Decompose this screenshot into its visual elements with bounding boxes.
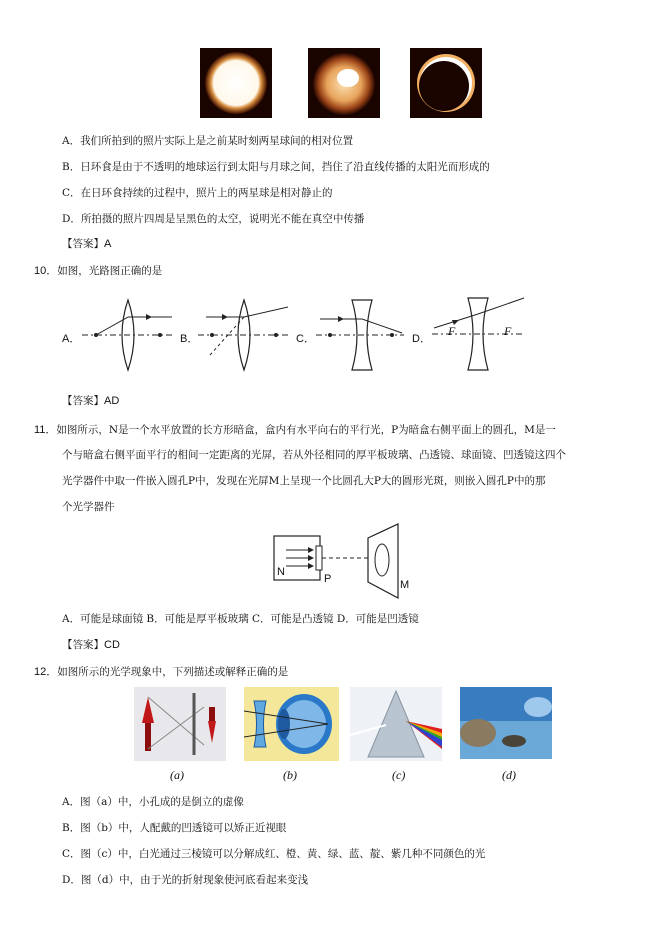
q10-fig-label-a: A． (62, 333, 81, 345)
q12-option-b: B．图（b）中，人配戴的凹透镜可以矫正近视眼 (62, 822, 287, 834)
q12-caption-d: (d) (502, 768, 516, 782)
q12-option-a: A．图（a）中，小孔成的是倒立的虚像 (62, 796, 244, 808)
q12-stem (34, 663, 288, 679)
q9-option-b: B．日环食是由于不透明的地球运行到太阳与月球之间，挡住了沿直线传播的太阳光而形成的 (62, 161, 490, 173)
question-number: 12． (34, 666, 58, 678)
q11-line-4: 个光学器件 (62, 501, 115, 513)
q10-figure-b-convex-lens (198, 295, 290, 380)
question-number: 11． (34, 424, 57, 436)
q9-option-d: D．所拍摄的照片四周是呈黑色的太空，说明光不能在真空中传播 (62, 213, 365, 225)
q12-caption-b: (b) (283, 768, 297, 782)
q12-option-c: C．图（c）中，白光通过三棱镜可以分解成红、橙、黄、绿、蓝、靛、紫几种不同颜色的光 (62, 848, 486, 860)
q10-answer (62, 393, 119, 408)
answer-value: A (104, 238, 112, 250)
q10-figure-a-convex-lens (82, 295, 174, 380)
question-text: 如图所示，N是一个水平放置的长方形暗盒，盒内有水平向右的平行光，P为暗盒右侧平面上的圆孔，M是一 (56, 424, 556, 436)
answer-value: AD (104, 395, 120, 407)
q9-option-c: C．在日环食持续的过程中，照片上的两星球是相对静止的 (62, 187, 333, 199)
eclipse-photo-2 (308, 48, 380, 118)
q12-caption-c: (c) (392, 768, 406, 782)
q12-image-c-prism (350, 687, 442, 761)
answer-label: 【答案】 (62, 238, 104, 250)
q11-line-2: 个与暗盒右侧平面平行的相间一定距离的光屏，若从外径相同的厚平板玻璃、凸透镜、球面镜、凹透镜这四个 (62, 449, 566, 461)
q12-option-d: D．图（d）中，由于光的折射现象使河底看起来变浅 (62, 874, 309, 886)
q12-image-d-river (460, 687, 552, 759)
eclipse-photo-3 (410, 48, 482, 118)
q9-answer (62, 236, 111, 251)
answer-value: CD (104, 639, 120, 651)
q11-answer (62, 637, 120, 652)
focus-mark-left: F (448, 324, 456, 338)
fig-label-p: P (324, 573, 332, 585)
q9-option-a: A．我们所拍到的照片实际上是之前某时刻两星球间的相对位置 (62, 135, 354, 147)
q11-line-3: 光学器件中取一件嵌入圆孔P中，发现在光屏M上呈现一个比圆孔大P大的圆形光斑，则嵌入圆孔P中的那 (62, 475, 546, 487)
q10-stem (34, 262, 162, 278)
eclipse-photo-1 (200, 48, 272, 118)
q12-image-b-eye-concave-lens (244, 687, 339, 761)
question-text: 如图，光路图正确的是 (57, 265, 163, 277)
q10-fig-label-b: B． (180, 333, 199, 345)
q11-line-1 (34, 421, 556, 437)
focus-mark-right: F (504, 324, 512, 338)
q12-image-a-pinhole (134, 687, 226, 761)
fig-label-m: M (400, 579, 410, 591)
fig-label-n: N (277, 566, 285, 578)
q11-options: A．可能是球面镜 B．可能是厚平板玻璃 C．可能是凸透镜 D．可能是凹透镜 (62, 613, 419, 625)
q10-fig-label-d: D． (412, 333, 431, 345)
q10-figure-c-concave-lens (316, 295, 404, 380)
question-number: 10． (34, 265, 58, 277)
question-text: 如图所示的光学现象中，下列描述或解释正确的是 (57, 666, 289, 678)
answer-label: 【答案】 (62, 395, 104, 407)
q10-fig-label-c: C． (296, 333, 315, 345)
answer-label: 【答案】 (62, 639, 104, 651)
q12-caption-a: (a) (170, 768, 184, 782)
